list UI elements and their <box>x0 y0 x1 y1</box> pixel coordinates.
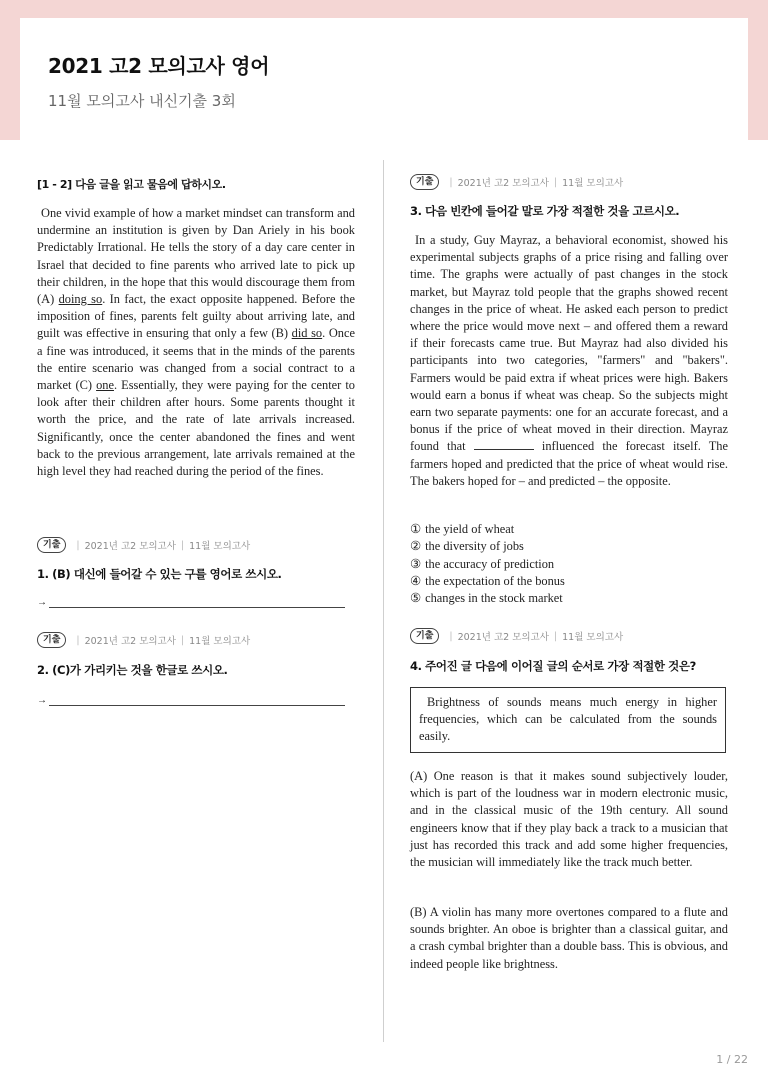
blank <box>474 438 534 450</box>
choice-4[interactable]: ④ the expectation of the bonus <box>410 573 565 588</box>
page-title: 2021 고2 모의고사 영어 <box>48 54 270 78</box>
question-3-title: 3. 다음 빈칸에 들어갈 말로 가장 적절한 것을 고르시오. <box>410 204 680 218</box>
underline-c: one <box>96 378 114 393</box>
part-a: (A) One reason is that it makes sound subjectively louder, which is part of the loudness war in modern electronic music, and in the classical music of the 19th century. All sound engineers know that if they play back a track to a musician that just has recorded this track and add some higher frequencies, the musician will immediately like the track much better. <box>410 769 728 870</box>
given-sentence-box: Brightness of sounds means much energy in higher frequencies, which can be calculated from the sounds easily. <box>410 687 726 753</box>
column-divider <box>383 160 384 1042</box>
tag-badge: 기출 <box>37 537 66 553</box>
source-label: 2021년 고2 모의고사 <box>457 632 549 643</box>
source-label: 2021년 고2 모의고사 <box>457 178 549 189</box>
question-1-title: 1. (B) 대신에 들어갈 수 있는 구를 영어로 쓰시오. <box>37 567 282 581</box>
tag-badge: 기출 <box>37 632 66 648</box>
underline-b: did so <box>291 326 323 341</box>
arrow-icon: → <box>37 597 47 608</box>
month-label: 11월 모의고사 <box>562 632 624 643</box>
choice-5[interactable]: ⑤ changes in the stock market <box>410 591 563 606</box>
source-label: 2021년 고2 모의고사 <box>84 636 176 647</box>
month-label: 11월 모의고사 <box>189 636 251 647</box>
arrow-icon: → <box>37 695 47 706</box>
passage-q3: In a study, Guy Mayraz, a behavioral economist, showed his experimental subjects graphs of a price rising and falling over time. The graphs were actually of past changes in the stock market, but Mayraz told people that the graphs showed recent changes in the price of wheat. He asked each person to predict where the price would move next – and offered them a reward if their forecasts came true. But Mayraz had also divided his participants into two categories, "farmers" and "bakers". Farmers would be paid extra if wheat prices were high. Bakers would earn a bonus if wheat was cheap. So the subjects might earn two separate payments: one for an accurate forecast, and a bonus if the price of wheat moved in their direction. Mayraz found that influenced the forecast itself. The farmers hoped and predicted that the price of wheat would rise. The bakers hoped for – and predicted – the opposite. <box>410 233 728 488</box>
month-label: 11월 모의고사 <box>562 178 624 189</box>
q4-meta: 기출 | 2021년 고2 모의고사 | 11월 모의고사 <box>410 628 623 644</box>
source-label: 2021년 고2 모의고사 <box>84 541 176 552</box>
question-4-title: 4. 주어진 글 다음에 이어질 글의 순서로 가장 적절한 것은? <box>410 659 696 673</box>
choices-q3 <box>410 521 565 607</box>
month-label: 11월 모의고사 <box>189 541 251 552</box>
instruction: [1 - 2] 다음 글을 읽고 물음에 답하시오. <box>37 178 226 191</box>
answer-field-2[interactable] <box>37 692 345 706</box>
question-2-title: 2. (C)가 가리키는 것을 한글로 쓰시오. <box>37 663 228 677</box>
choice-1[interactable]: ① the yield of wheat <box>410 522 515 536</box>
q3-meta: 기출 | 2021년 고2 모의고사 | 11월 모의고사 <box>410 174 623 190</box>
choice-3[interactable]: ③ the accuracy of prediction <box>410 556 555 571</box>
passage-left: One vivid example of how a market mindset can transform and undermine an institution is given by Dan Ariely in his book Predictably Irrational. He tells the story of a day care center in Israel that decided to fine parents who arrived late to pick up their children, in the hope that this would discourage them from (A) doing so. In fact, the exact opposite happened. Before the imposition of fines, parents felt guilty about arriving late, and guilt was effective in ensuring that only a few (B) did so. Once a fine was introduced, it seems that in the minds of the parents the entire scenario was changed from a social contract to a market (C) one. Essentially, they were paying for the center to look after their children after hours. Some parents thought it worth the price, and the rate of late arrivals increased. Significantly, once the center abandoned the fines and went back to the previous arrangement, late arrivals remained at the high level they had reached during the period of the fines. <box>37 206 355 479</box>
tag-badge: 기출 <box>410 174 439 190</box>
part-b: (B) A violin has many more overtones compared to a flute and sounds brighter. An oboe is brighter than a classical guitar, and a crash cymbal brighter than a double bass. This is obvious, and indeed people like brightness. <box>410 905 728 971</box>
underline-a: doing so <box>58 292 103 307</box>
answer-field-1[interactable] <box>37 594 345 608</box>
page-number: 1 / 22 <box>716 1053 748 1066</box>
q1-meta: 기출 | 2021년 고2 모의고사 | 11월 모의고사 <box>37 537 250 553</box>
choice-2[interactable]: ② the diversity of jobs <box>410 539 524 554</box>
page-subtitle: 11월 모의고사 내신기출 3회 <box>48 92 236 110</box>
q2-meta: 기출 | 2021년 고2 모의고사 | 11월 모의고사 <box>37 632 250 648</box>
tag-badge: 기출 <box>410 628 439 644</box>
header-card <box>20 18 748 140</box>
